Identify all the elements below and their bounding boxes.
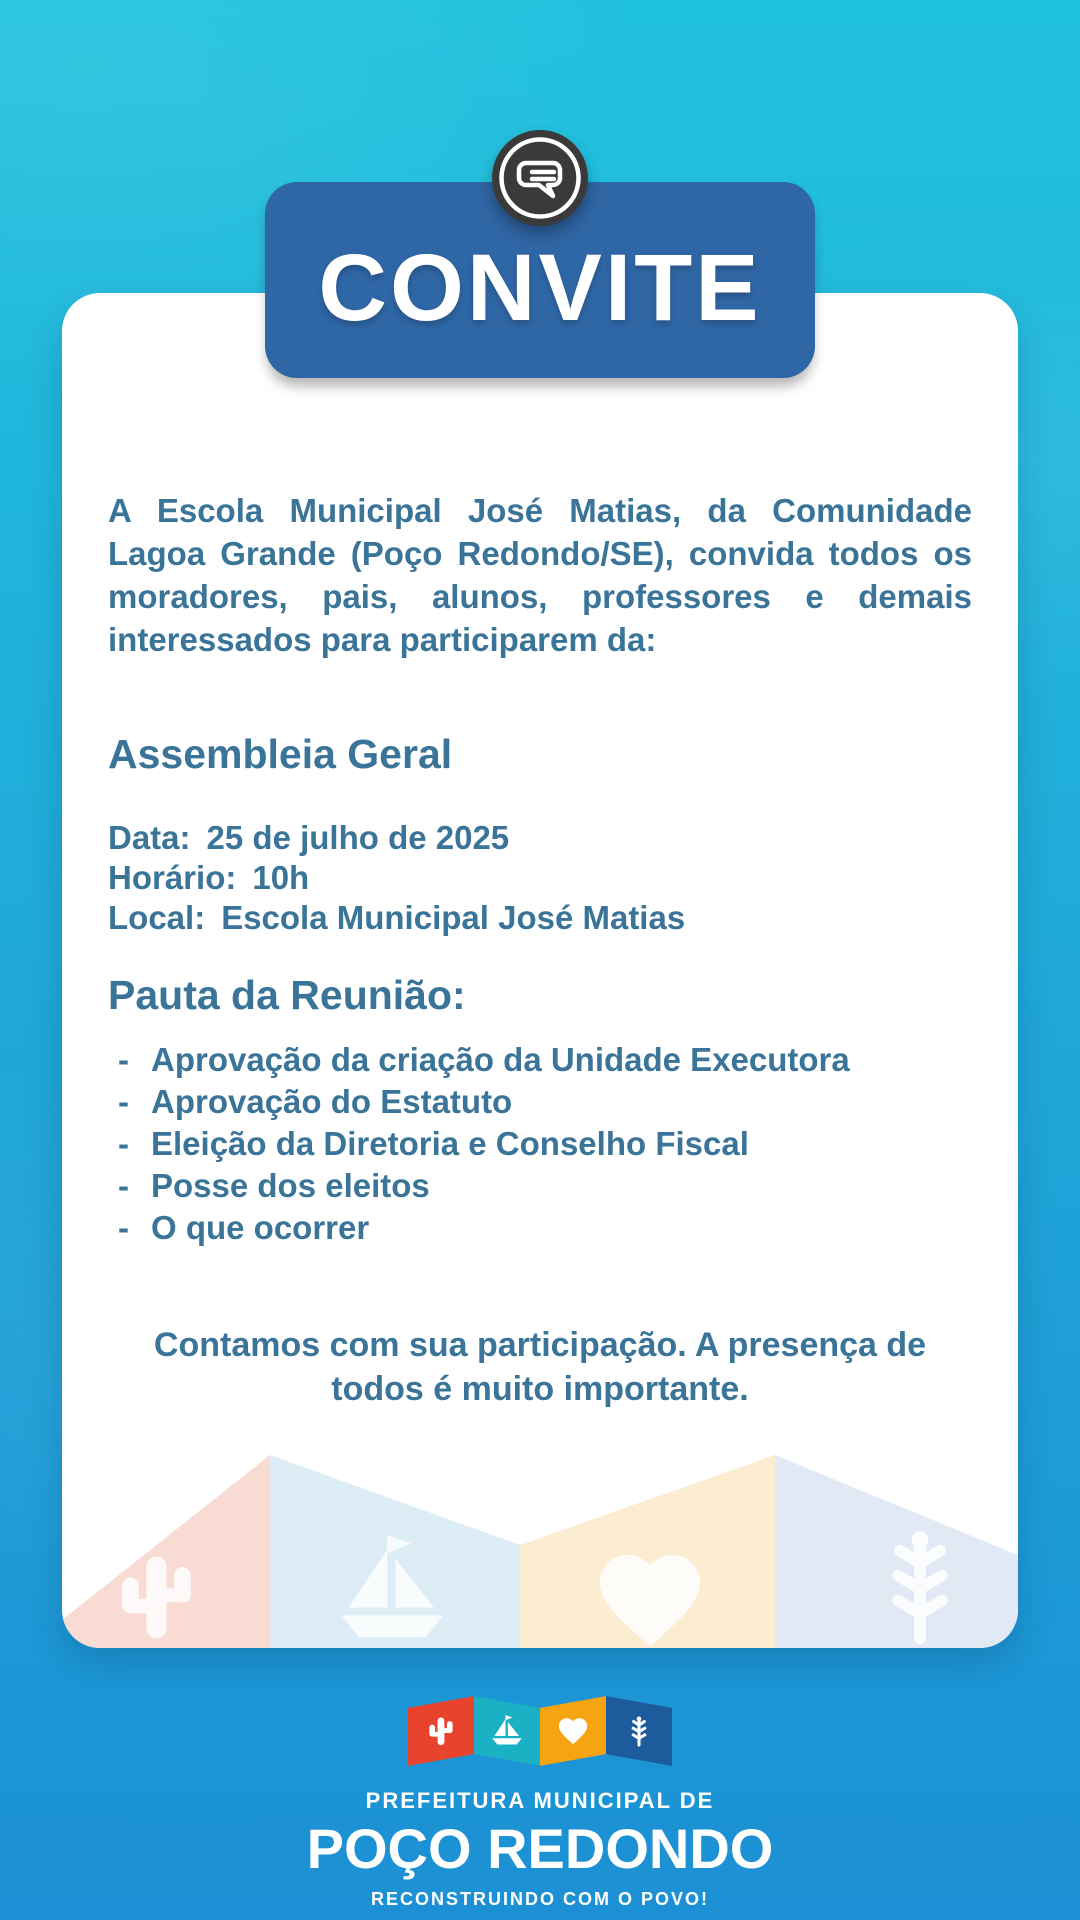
org-line: PREFEITURA MUNICIPAL DE bbox=[365, 1788, 715, 1813]
flag-sailboat bbox=[474, 1696, 540, 1766]
flag-plant bbox=[606, 1696, 672, 1766]
agenda-item bbox=[108, 1169, 972, 1203]
detail-value: 25 de julho de 2025 bbox=[206, 819, 510, 856]
speech-bubble-icon bbox=[492, 130, 588, 226]
heart-icon bbox=[556, 1714, 590, 1748]
detail-label: Data: bbox=[108, 819, 191, 856]
detail-value: Escola Municipal José Matias bbox=[221, 899, 686, 936]
event-details bbox=[108, 818, 972, 938]
agenda-item-text: Aprovação do Estatuto bbox=[151, 1083, 513, 1120]
org-name: POÇO REDONDO bbox=[306, 1817, 774, 1880]
org-slogan: RECONSTRUINDO COM O POVO! bbox=[370, 1889, 709, 1909]
footer-logo bbox=[0, 1688, 1080, 1910]
agenda-item-text: Posse dos eleitos bbox=[151, 1167, 430, 1204]
detail-row bbox=[108, 858, 972, 898]
invitation-card bbox=[62, 293, 1018, 1648]
cactus-icon bbox=[424, 1714, 458, 1748]
agenda-dash: - bbox=[118, 1041, 129, 1078]
agenda-item bbox=[108, 1043, 972, 1077]
agenda-item bbox=[108, 1211, 972, 1245]
detail-label: Horário: bbox=[108, 859, 237, 896]
agenda-item bbox=[108, 1085, 972, 1119]
closing-text: Contamos com sua participação. A presença de todos é muito importante. bbox=[153, 1326, 927, 1408]
detail-row bbox=[108, 898, 972, 938]
agenda-item-text: Eleição da Diretoria e Conselho Fiscal bbox=[151, 1125, 749, 1162]
flag-heart bbox=[540, 1696, 606, 1766]
agenda-dash: - bbox=[118, 1083, 129, 1120]
agenda-item-text: O que ocorrer bbox=[151, 1209, 370, 1246]
agenda-list bbox=[108, 1043, 972, 1245]
detail-label: Local: bbox=[108, 899, 206, 936]
agenda-dash: - bbox=[118, 1167, 129, 1204]
invitation-content bbox=[62, 293, 1018, 1411]
intro-text: A Escola Municipal José Matias, da Comunidade Lagoa Grande (Poço Redondo/SE), convida todos os moradores, pais, alunos, professores e demais interessados para participarem da: bbox=[108, 492, 972, 658]
agenda-dash: - bbox=[118, 1209, 129, 1246]
flag-banner bbox=[0, 1688, 1080, 1774]
sailboat-icon bbox=[489, 1713, 525, 1749]
badge-title: CONVITE bbox=[318, 234, 762, 341]
agenda-item-text: Aprovação da criação da Unidade Executora bbox=[151, 1041, 850, 1078]
agenda-item bbox=[108, 1127, 972, 1161]
agenda-title: Pauta da Reunião: bbox=[108, 972, 466, 1018]
detail-value: 10h bbox=[252, 859, 310, 896]
speech-bubble-glyph bbox=[492, 130, 588, 226]
plant-icon bbox=[623, 1715, 655, 1747]
flag-cactus bbox=[408, 1696, 474, 1766]
event-title: Assembleia Geral bbox=[108, 731, 453, 777]
agenda-dash: - bbox=[118, 1125, 129, 1162]
detail-row bbox=[108, 818, 972, 858]
